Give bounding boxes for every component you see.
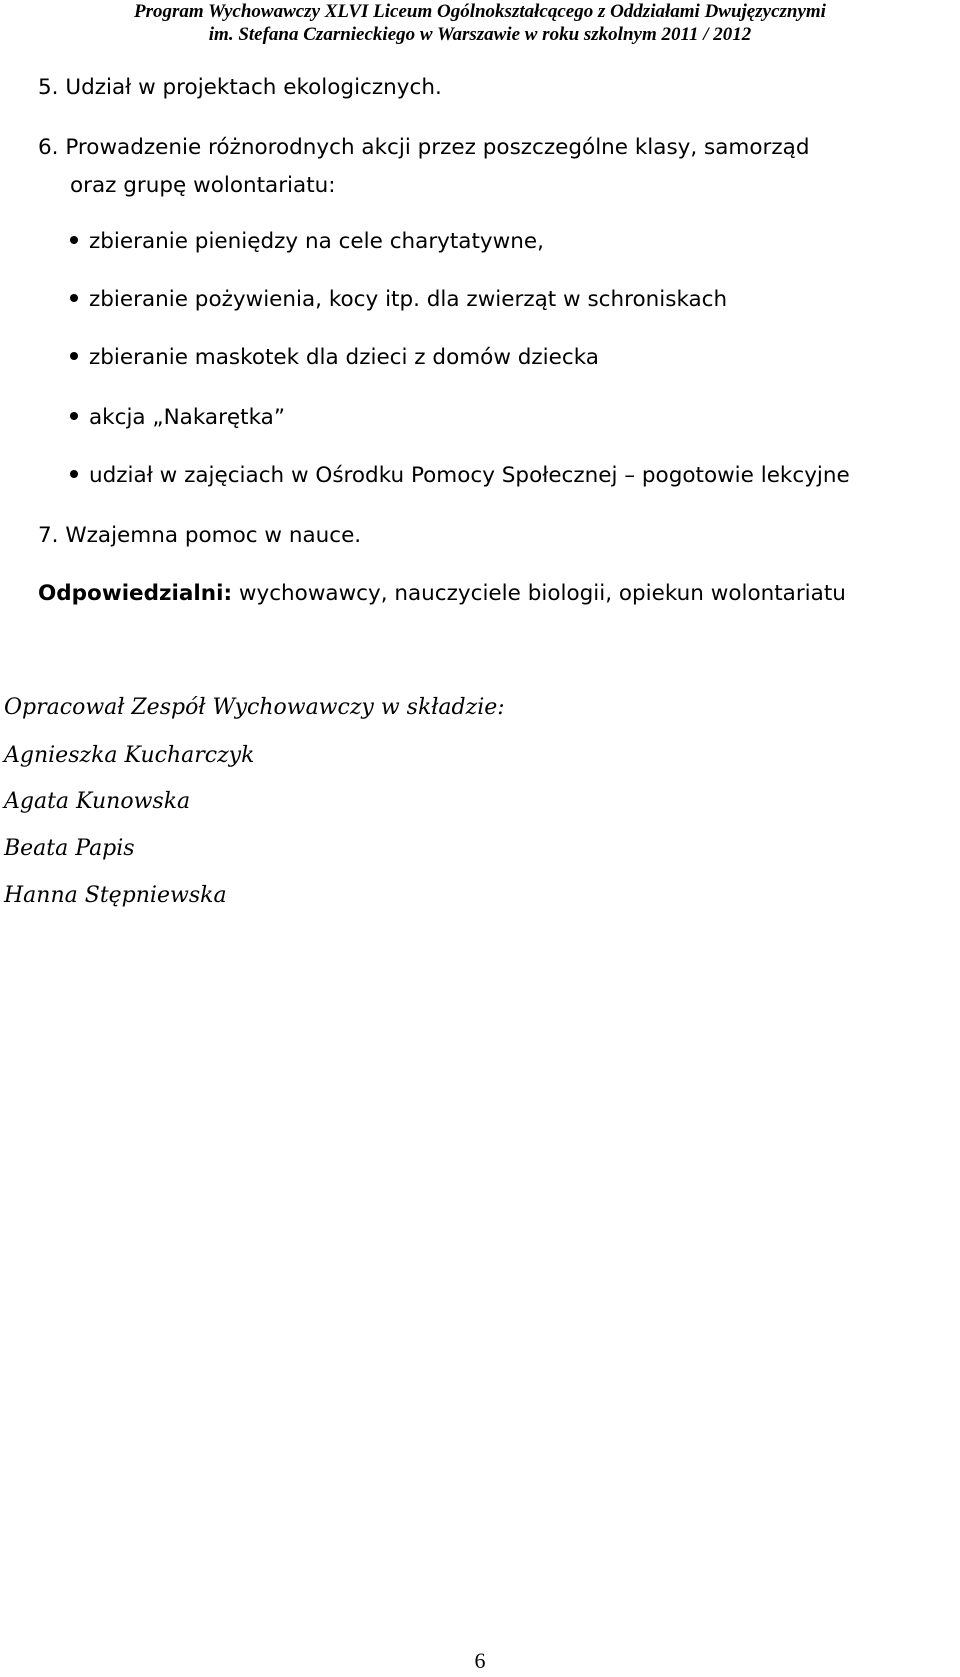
list-item — [70, 462, 850, 490]
list-item-text: zbieranie maskotek dla dzieci z domów dziecka — [89, 345, 599, 370]
list-item — [70, 344, 599, 372]
bullet-icon — [70, 294, 78, 302]
responsible-line — [38, 580, 846, 608]
team-member: Agnieszka Kucharczyk — [4, 743, 255, 768]
bullet-icon — [70, 412, 78, 420]
list-item-text: udział w zajęciach w Ośrodku Pomocy Społecznej – pogotowie lekcyjne — [89, 463, 850, 488]
document-header — [0, 0, 960, 46]
team-member: Agata Kunowska — [4, 789, 191, 814]
list-item — [70, 404, 285, 432]
item-6-line-2: oraz grupę wolontariatu: — [70, 173, 336, 198]
list-item-text: zbieranie pożywienia, kocy itp. dla zwierząt w schroniskach — [89, 287, 728, 312]
list-item-text: zbieranie pieniędzy na cele charytatywne, — [89, 229, 544, 254]
list-item-text: akcja „Nakarętka” — [89, 405, 285, 430]
header-line-2: im. Stefana Czarnieckiego w Warszawie w roku szkolnym 2011 / 2012 — [208, 24, 752, 45]
bullet-icon — [70, 470, 78, 478]
bullet-icon — [70, 236, 78, 244]
team-heading: Opracował Zespół Wychowawczy w składzie: — [4, 695, 505, 720]
list-item — [70, 286, 727, 314]
responsible-text: wychowawcy, nauczyciele biologii, opiekun wolontariatu — [232, 581, 846, 606]
team-member: Hanna Stępniewska — [4, 883, 227, 908]
bullet-icon — [70, 352, 78, 360]
item-6-line-1: 6. Prowadzenie różnorodnych akcji przez poszczególne klasy, samorząd — [38, 135, 810, 160]
team-member: Beata Papis — [4, 836, 135, 861]
page-number: 6 — [474, 1648, 486, 1673]
item-5: 5. Udział w projektach ekologicznych. — [38, 75, 442, 100]
responsible-label: Odpowiedzialni: — [38, 581, 233, 606]
header-line-1: Program Wychowawczy XLVI Liceum Ogólnokształcącego z Oddziałami Dwujęzycznymi — [134, 1, 826, 22]
item-7: 7. Wzajemna pomoc w nauce. — [38, 523, 362, 548]
list-item — [70, 228, 544, 256]
